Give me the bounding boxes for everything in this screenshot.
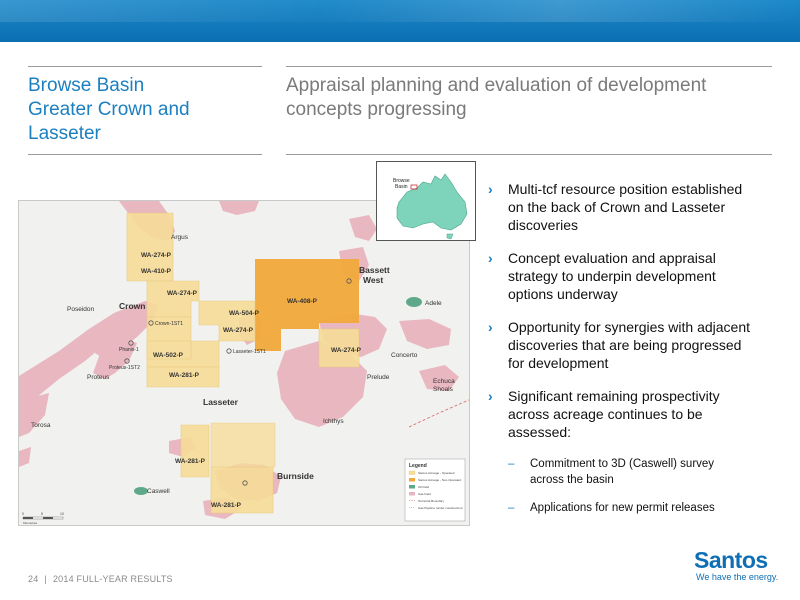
bullet-line: Multi-tcf resource position established <box>508 181 743 197</box>
chevron-right-icon: › <box>488 319 493 335</box>
logo-wordmark: Santos <box>694 547 768 573</box>
field-label: Burnside <box>277 471 314 481</box>
adele-oil-field <box>406 297 422 307</box>
sub-bullet-line: across the basin <box>530 474 614 486</box>
scale-bar <box>22 512 64 525</box>
bullet-line: across acreage continues to be <box>508 406 703 422</box>
legend-item: Territorial Boundary <box>418 499 445 503</box>
logo-tagline: We have the energy. <box>696 572 779 582</box>
bullet-line: discoveries <box>508 217 579 233</box>
field-label: Adele <box>425 300 442 307</box>
field-label: Caswell <box>147 488 170 495</box>
well-label: Phanix-1 <box>119 347 139 353</box>
inset-canvas <box>377 162 476 241</box>
field-label: Ichthys <box>323 418 344 425</box>
permit-label: WA-408-P <box>287 298 317 305</box>
bullet-item <box>488 180 788 234</box>
inset-label: Browse <box>393 178 410 184</box>
slide-heading-line: concepts progressing <box>286 99 467 120</box>
legend-title: Legend <box>409 463 427 469</box>
right-title-bottom-rule <box>286 154 772 155</box>
bullet-line: on the back of Crown and Lasseter <box>508 199 726 215</box>
field-label: Argus <box>171 234 188 241</box>
permit-label: WA-281-P <box>175 458 205 465</box>
field-label: Concerto <box>391 352 418 359</box>
permit-label: WA-502-P <box>153 352 183 359</box>
permit-label: WA-274-P <box>141 252 171 259</box>
australia-inset-map <box>376 161 476 241</box>
permit-label: WA-504-P <box>229 310 259 317</box>
field-label: Echuca <box>433 378 455 385</box>
slide-heading <box>286 74 766 122</box>
sub-bullet-line: Applications for new permit releases <box>530 502 715 514</box>
legend-item: Santos Acreage - Operated <box>418 471 455 475</box>
sub-bullet-item <box>488 500 788 516</box>
scale-tick: 0 <box>22 512 24 516</box>
slide-footer <box>28 574 173 584</box>
permit-label: WA-281-P <box>169 372 199 379</box>
section-title-line: Greater Crown and <box>28 99 190 120</box>
map-legend <box>405 459 465 521</box>
field-label: Prelude <box>367 374 390 381</box>
sub-bullet-line: Commitment to 3D (Caswell) survey <box>530 458 715 470</box>
dash-icon: – <box>508 458 515 470</box>
caswell-oil-field <box>134 487 148 495</box>
scale-unit: Kilometres <box>23 521 38 525</box>
bullet-line: strategy to underpin development <box>508 268 716 284</box>
well-marker <box>227 349 231 353</box>
footer-separator: | <box>44 574 47 584</box>
page-number: 24 <box>28 574 39 584</box>
field-label: Poseidon <box>67 306 95 313</box>
left-title-top-rule <box>28 66 262 67</box>
chevron-right-icon: › <box>488 250 493 266</box>
scale-tick: 10 <box>60 512 64 516</box>
well-label: Proteus-1ST2 <box>109 365 140 371</box>
field-label: Lasseter <box>203 397 238 407</box>
banner-shine <box>0 0 800 22</box>
field-label: Torosa <box>31 422 51 429</box>
right-title-top-rule <box>286 66 772 67</box>
legend-item: Gas Pipeline (under construction) <box>418 506 463 510</box>
bullet-item <box>488 318 788 372</box>
inset-label: Basin <box>395 184 408 190</box>
bullet-line: options underway <box>508 286 618 302</box>
permit-label: WA-274-P <box>223 327 253 334</box>
legend-item: Gas Field <box>418 492 431 496</box>
legend-item: Santos Acreage - Non-Operated <box>418 478 461 482</box>
bullet-item <box>488 387 788 441</box>
bullet-line: Concept evaluation and appraisal <box>508 250 716 266</box>
permit-label: WA-274-P <box>167 290 197 297</box>
permit-label: WA-281-P <box>211 502 241 509</box>
field-label: Shoals <box>433 386 453 393</box>
chevron-right-icon: › <box>488 388 493 404</box>
top-banner <box>0 0 800 42</box>
bullet-list <box>488 180 788 528</box>
chevron-right-icon: › <box>488 181 493 197</box>
santos-logo <box>694 547 779 583</box>
bullet-line: discoveries that are being progressed <box>508 337 742 353</box>
field-label: West <box>363 275 384 285</box>
map-canvas <box>19 201 470 526</box>
bullet-item <box>488 249 788 303</box>
bullet-line: Significant remaining prospectivity <box>508 388 720 404</box>
field-label: Proteus <box>87 374 110 381</box>
legend-swatch <box>409 492 415 496</box>
slide-heading-line: Appraisal planning and evaluation of development <box>286 75 707 96</box>
field-label: Bassett <box>359 265 390 275</box>
legend-swatch <box>409 478 415 482</box>
browse-basin-map <box>18 200 470 526</box>
legend-item: Oil Field <box>418 485 430 489</box>
footer-text: 2014 FULL-YEAR RESULTS <box>52 574 173 584</box>
section-title <box>28 74 268 146</box>
permit-label: WA-410-P <box>141 268 171 275</box>
tasmania-shape <box>447 234 453 239</box>
section-title-line: Browse Basin <box>28 75 145 96</box>
bullet-line: assessed: <box>508 424 572 440</box>
legend-swatch <box>409 485 415 489</box>
left-title-bottom-rule <box>28 154 262 155</box>
well-label: Crown-1ST1 <box>155 321 184 327</box>
permit-label: WA-274-P <box>331 347 361 354</box>
field-label: Crown <box>119 301 146 311</box>
dash-icon: – <box>508 502 515 514</box>
bullet-line: for development <box>508 355 609 371</box>
bullet-line: Opportunity for synergies with adjacent <box>508 319 751 335</box>
well-label: Lasseter-1ST1 <box>233 349 266 355</box>
territorial-boundary <box>409 399 470 427</box>
legend-swatch <box>409 471 415 475</box>
sub-bullet-item <box>488 456 788 488</box>
scale-tick: 5 <box>41 512 43 516</box>
section-title-line: Lasseter <box>28 123 101 144</box>
